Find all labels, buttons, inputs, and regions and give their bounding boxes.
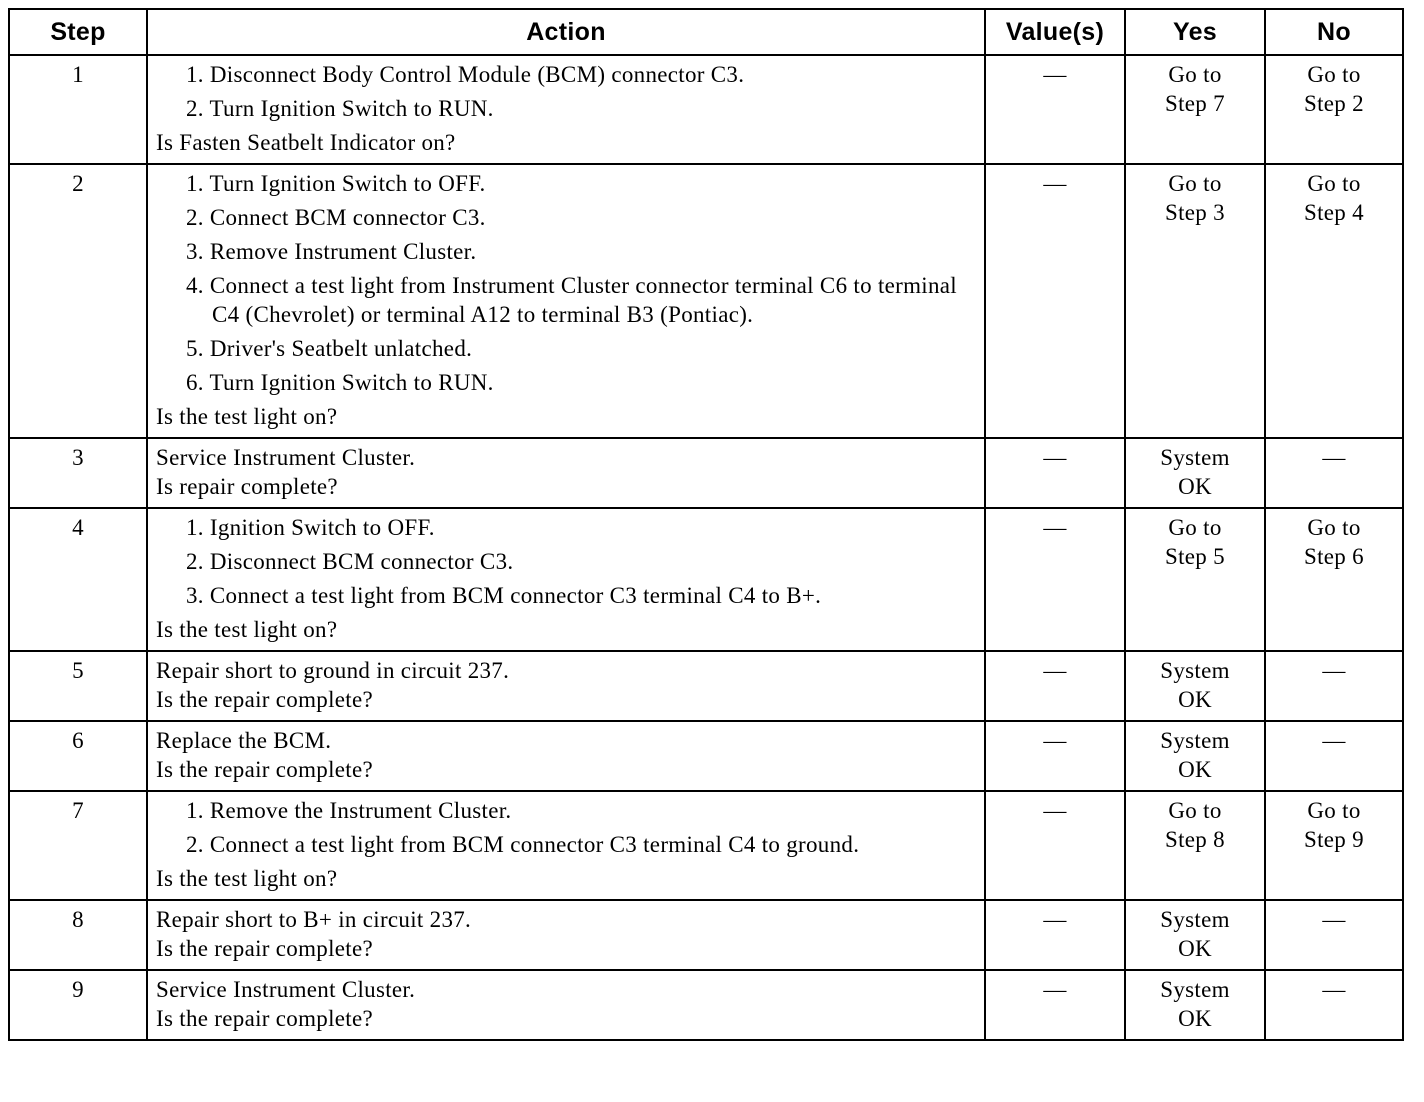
table-row <box>9 164 1403 438</box>
yes-text: System <box>1160 907 1230 932</box>
no-text: Go to <box>1307 171 1361 196</box>
header-yes: Yes <box>1125 9 1265 55</box>
action-question: Is the test light on? <box>156 404 338 429</box>
step-number: 8 <box>9 900 147 970</box>
no-cell <box>1265 55 1403 164</box>
table-row <box>9 900 1403 970</box>
action-step-item <box>156 237 974 266</box>
yes-cell <box>1125 970 1265 1040</box>
table-row <box>9 721 1403 791</box>
no-text: Go to <box>1307 62 1361 87</box>
action-question: Is Fasten Seatbelt Indicator on? <box>156 130 456 155</box>
value-cell: — <box>985 651 1125 721</box>
step-number: 7 <box>9 791 147 900</box>
action-step-text: 1. Remove the Instrument Cluster. <box>186 798 512 823</box>
yes-text: Step 5 <box>1165 544 1225 569</box>
yes-text: OK <box>1178 687 1212 712</box>
action-question: Is the repair complete? <box>156 757 373 782</box>
no-cell <box>1265 791 1403 900</box>
step-number: 9 <box>9 970 147 1040</box>
no-cell <box>1265 438 1403 508</box>
action-cell <box>147 900 985 970</box>
yes-cell <box>1125 791 1265 900</box>
no-text: Step 2 <box>1304 91 1364 116</box>
action-step-item <box>156 830 974 859</box>
no-cell <box>1265 970 1403 1040</box>
action-step-item <box>156 581 974 610</box>
yes-text: OK <box>1178 474 1212 499</box>
action-step-text: 2. Connect BCM connector C3. <box>186 205 486 230</box>
action-step-item <box>156 94 974 123</box>
action-cell <box>147 164 985 438</box>
yes-cell <box>1125 55 1265 164</box>
action-step-item <box>156 796 974 825</box>
action-step-item <box>156 334 974 363</box>
step-number: 3 <box>9 438 147 508</box>
step-number: 2 <box>9 164 147 438</box>
action-step-text: 1. Ignition Switch to OFF. <box>186 515 435 540</box>
action-question: Is repair complete? <box>156 474 338 499</box>
yes-cell <box>1125 508 1265 651</box>
action-question: Is the test light on? <box>156 617 338 642</box>
value-cell: — <box>985 164 1125 438</box>
action-cell <box>147 508 985 651</box>
step-number: 6 <box>9 721 147 791</box>
table-body <box>9 55 1403 1040</box>
table-row <box>9 651 1403 721</box>
header-values: Value(s) <box>985 9 1125 55</box>
action-step-text: 6. Turn Ignition Switch to RUN. <box>186 370 494 395</box>
no-text: Go to <box>1307 798 1361 823</box>
table-row <box>9 508 1403 651</box>
no-text: — <box>1322 728 1346 753</box>
value-cell: — <box>985 791 1125 900</box>
action-cell <box>147 438 985 508</box>
action-step-item <box>156 203 974 232</box>
action-instruction: Service Instrument Cluster. <box>156 445 416 470</box>
step-number: 5 <box>9 651 147 721</box>
no-text: — <box>1322 445 1346 470</box>
step-number: 4 <box>9 508 147 651</box>
action-step-text: 1. Turn Ignition Switch to OFF. <box>186 171 486 196</box>
header-row <box>9 9 1403 55</box>
no-text: Step 4 <box>1304 200 1364 225</box>
no-cell <box>1265 651 1403 721</box>
yes-cell <box>1125 721 1265 791</box>
action-step-text: 3. Remove Instrument Cluster. <box>186 239 477 264</box>
yes-text: Go to <box>1168 515 1222 540</box>
yes-cell <box>1125 651 1265 721</box>
action-step-text: 2. Turn Ignition Switch to RUN. <box>186 96 494 121</box>
yes-text: Step 3 <box>1165 200 1225 225</box>
no-text: — <box>1322 658 1346 683</box>
yes-text: System <box>1160 445 1230 470</box>
action-cell <box>147 55 985 164</box>
action-step-text: 1. Disconnect Body Control Module (BCM) connector C3. <box>186 62 745 87</box>
action-step-item <box>156 271 974 329</box>
yes-text: Go to <box>1168 171 1222 196</box>
action-step-item <box>156 513 974 542</box>
value-cell: — <box>985 438 1125 508</box>
action-instruction: Repair short to B+ in circuit 237. <box>156 907 472 932</box>
yes-text: System <box>1160 728 1230 753</box>
value-cell: — <box>985 721 1125 791</box>
action-step-item <box>156 368 974 397</box>
yes-text: System <box>1160 977 1230 1002</box>
no-cell <box>1265 164 1403 438</box>
action-step-text: 4. Connect a test light from Instrument Cluster connector terminal C6 to terminal C4 (Chevrolet) or terminal A12 to terminal B3 (Pontiac). <box>186 273 957 327</box>
no-text: — <box>1322 977 1346 1002</box>
yes-text: OK <box>1178 1006 1212 1031</box>
no-text: Go to <box>1307 515 1361 540</box>
yes-text: System <box>1160 658 1230 683</box>
step-number: 1 <box>9 55 147 164</box>
action-question: Is the repair complete? <box>156 687 373 712</box>
yes-cell <box>1125 900 1265 970</box>
action-cell <box>147 791 985 900</box>
action-step-item <box>156 60 974 89</box>
action-step-text: 2. Disconnect BCM connector C3. <box>186 549 514 574</box>
action-question: Is the repair complete? <box>156 1006 373 1031</box>
action-instruction: Replace the BCM. <box>156 728 332 753</box>
no-cell <box>1265 721 1403 791</box>
action-cell <box>147 721 985 791</box>
table-row <box>9 438 1403 508</box>
action-question: Is the repair complete? <box>156 936 373 961</box>
yes-text: Step 8 <box>1165 827 1225 852</box>
action-instruction: Repair short to ground in circuit 237. <box>156 658 510 683</box>
no-text: Step 9 <box>1304 827 1364 852</box>
no-cell <box>1265 508 1403 651</box>
value-cell: — <box>985 55 1125 164</box>
header-no: No <box>1265 9 1403 55</box>
action-instruction: Service Instrument Cluster. <box>156 977 416 1002</box>
table-row <box>9 970 1403 1040</box>
action-step-item <box>156 547 974 576</box>
action-step-text: 2. Connect a test light from BCM connector C3 terminal C4 to ground. <box>186 832 860 857</box>
table-row <box>9 55 1403 164</box>
no-text: Step 6 <box>1304 544 1364 569</box>
action-cell <box>147 970 985 1040</box>
action-step-item <box>156 169 974 198</box>
yes-text: OK <box>1178 757 1212 782</box>
yes-text: Go to <box>1168 62 1222 87</box>
action-step-text: 3. Connect a test light from BCM connector C3 terminal C4 to B+. <box>186 583 822 608</box>
no-text: — <box>1322 907 1346 932</box>
header-action: Action <box>147 9 985 55</box>
value-cell: — <box>985 508 1125 651</box>
value-cell: — <box>985 970 1125 1040</box>
value-cell: — <box>985 900 1125 970</box>
yes-text: Step 7 <box>1165 91 1225 116</box>
action-cell <box>147 651 985 721</box>
no-cell <box>1265 900 1403 970</box>
header-step: Step <box>9 9 147 55</box>
yes-text: Go to <box>1168 798 1222 823</box>
yes-text: OK <box>1178 936 1212 961</box>
yes-cell <box>1125 164 1265 438</box>
table-row <box>9 791 1403 900</box>
diagnostic-table <box>8 8 1404 1041</box>
yes-cell <box>1125 438 1265 508</box>
action-step-text: 5. Driver's Seatbelt unlatched. <box>186 336 473 361</box>
action-question: Is the test light on? <box>156 866 338 891</box>
